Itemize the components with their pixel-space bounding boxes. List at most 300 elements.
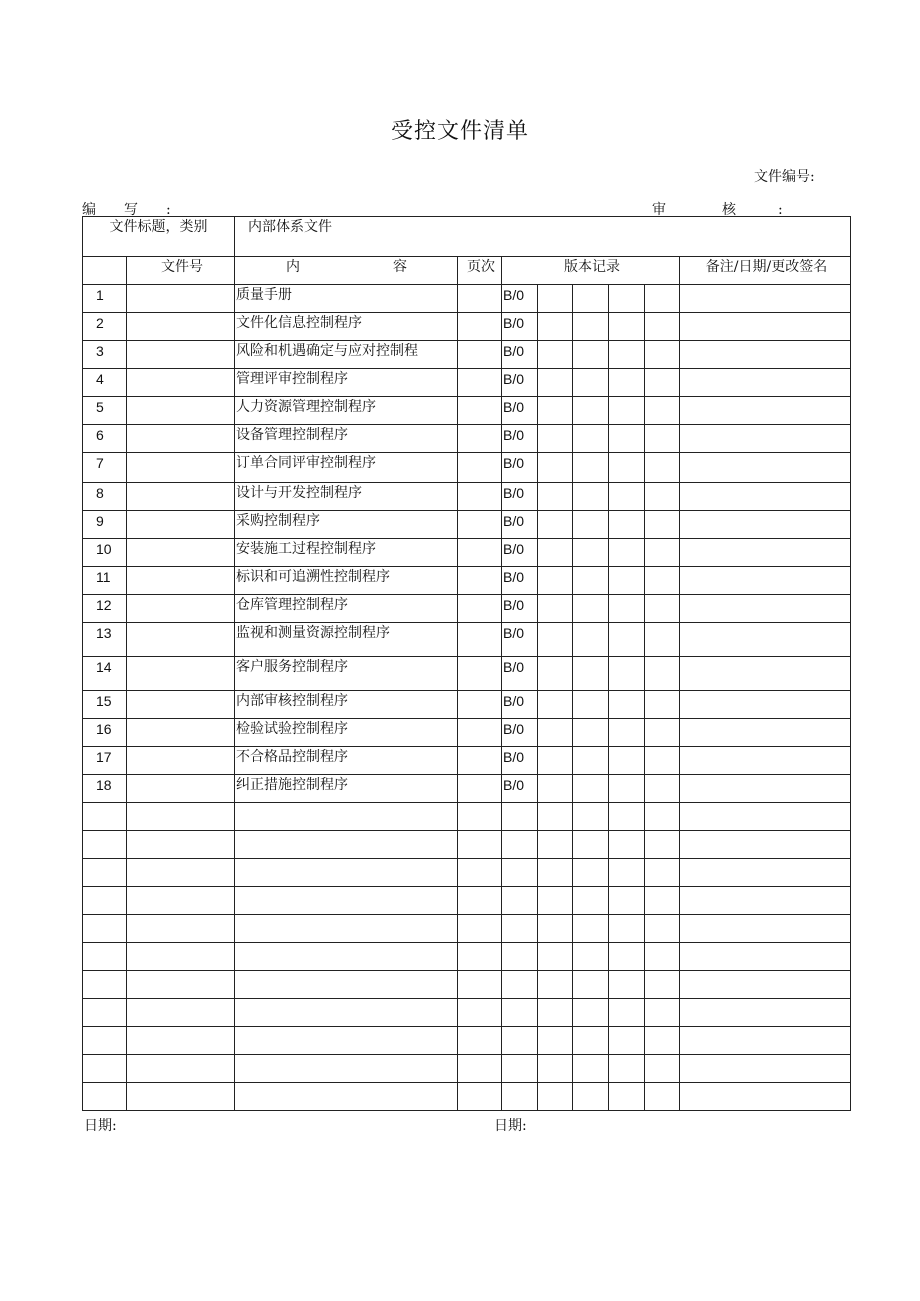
version-cell — [502, 1083, 538, 1111]
pages-cell — [458, 719, 502, 747]
empty-row — [83, 943, 851, 971]
empty-row — [83, 831, 851, 859]
remarks-cell — [680, 567, 851, 595]
remarks-cell — [680, 511, 851, 539]
remarks-cell — [680, 691, 851, 719]
version-extra-cell — [538, 539, 573, 567]
table-row — [83, 719, 851, 747]
version-extra-cell — [645, 369, 680, 397]
version-cell — [502, 1055, 538, 1083]
version-extra-cell — [645, 691, 680, 719]
remarks-cell — [680, 341, 851, 369]
remarks-cell — [680, 539, 851, 567]
empty-row — [83, 999, 851, 1027]
empty-row — [83, 803, 851, 831]
row-number: 16 — [83, 719, 127, 747]
version-extra-cell — [645, 1027, 680, 1055]
version-extra-cell — [645, 803, 680, 831]
version-extra-cell — [645, 511, 680, 539]
version-extra-cell — [538, 1027, 573, 1055]
version-extra-cell — [573, 397, 609, 425]
content-cell — [235, 971, 458, 999]
version-cell: B/0 — [502, 341, 538, 369]
file-no-cell — [127, 859, 235, 887]
version-extra-cell — [573, 943, 609, 971]
date-left: 日期: — [84, 1118, 117, 1134]
empty-row — [83, 915, 851, 943]
row-number — [83, 831, 127, 859]
version-extra-cell — [645, 285, 680, 313]
version-extra-cell — [609, 369, 645, 397]
empty-row — [83, 859, 851, 887]
version-extra-cell — [645, 999, 680, 1027]
file-no-cell — [127, 971, 235, 999]
row-number: 4 — [83, 369, 127, 397]
version-extra-cell — [609, 803, 645, 831]
row-number: 14 — [83, 657, 127, 691]
table-row — [83, 691, 851, 719]
file-no-cell — [127, 803, 235, 831]
table-row — [83, 657, 851, 691]
version-cell — [502, 971, 538, 999]
pages-cell — [458, 803, 502, 831]
version-extra-cell — [538, 567, 573, 595]
version-extra-cell — [645, 971, 680, 999]
table-row — [83, 285, 851, 313]
version-extra-cell — [573, 285, 609, 313]
row-number: 8 — [83, 483, 127, 511]
content-cell: 管理评审控制程序 — [235, 369, 458, 397]
version-cell: B/0 — [502, 313, 538, 341]
pages-cell — [458, 453, 502, 483]
pages-cell — [458, 483, 502, 511]
file-no-cell — [127, 539, 235, 567]
version-cell: B/0 — [502, 747, 538, 775]
content-cell — [235, 887, 458, 915]
date-right: 日期: — [494, 1118, 527, 1134]
version-cell: B/0 — [502, 511, 538, 539]
remarks-cell — [680, 483, 851, 511]
content-cell: 设计与开发控制程序 — [235, 483, 458, 511]
version-extra-cell — [609, 313, 645, 341]
pages-cell — [458, 341, 502, 369]
version-extra-cell — [573, 511, 609, 539]
doc-title-row — [83, 217, 851, 257]
version-cell: B/0 — [502, 595, 538, 623]
row-number — [83, 1027, 127, 1055]
content-cell — [235, 1083, 458, 1111]
header-row — [83, 257, 851, 285]
pages-cell — [458, 657, 502, 691]
version-extra-cell — [538, 775, 573, 803]
content-cell: 纠正措施控制程序 — [235, 775, 458, 803]
remarks-cell — [680, 623, 851, 657]
version-extra-cell — [573, 1055, 609, 1083]
header-remarks: 备注/日期/更改签名 — [680, 257, 851, 285]
version-extra-cell — [538, 719, 573, 747]
version-extra-cell — [538, 803, 573, 831]
content-cell — [235, 831, 458, 859]
file-no-cell — [127, 483, 235, 511]
remarks-cell — [680, 887, 851, 915]
version-extra-cell — [573, 971, 609, 999]
version-cell: B/0 — [502, 453, 538, 483]
remarks-cell — [680, 999, 851, 1027]
version-extra-cell — [573, 859, 609, 887]
version-extra-cell — [609, 915, 645, 943]
version-extra-cell — [538, 657, 573, 691]
file-no-cell — [127, 397, 235, 425]
pages-cell — [458, 567, 502, 595]
version-extra-cell — [645, 483, 680, 511]
content-cell — [235, 999, 458, 1027]
row-number: 3 — [83, 341, 127, 369]
remarks-cell — [680, 285, 851, 313]
version-cell: B/0 — [502, 425, 538, 453]
file-no-cell — [127, 511, 235, 539]
pages-cell — [458, 539, 502, 567]
version-extra-cell — [609, 859, 645, 887]
file-no-cell — [127, 341, 235, 369]
row-number: 11 — [83, 567, 127, 595]
controlled-documents-table — [82, 216, 851, 1111]
file-no-cell — [127, 1055, 235, 1083]
remarks-cell — [680, 775, 851, 803]
version-extra-cell — [538, 595, 573, 623]
content-cell: 监视和测量资源控制程序 — [235, 623, 458, 657]
version-extra-cell — [609, 971, 645, 999]
version-extra-cell — [645, 1055, 680, 1083]
content-cell: 文件化信息控制程序 — [235, 313, 458, 341]
table-row — [83, 595, 851, 623]
table-row — [83, 369, 851, 397]
version-extra-cell — [573, 803, 609, 831]
file-no-cell — [127, 691, 235, 719]
file-no-cell — [127, 567, 235, 595]
version-cell — [502, 943, 538, 971]
row-number — [83, 999, 127, 1027]
version-extra-cell — [609, 567, 645, 595]
row-number — [83, 887, 127, 915]
version-extra-cell — [609, 887, 645, 915]
version-cell — [502, 915, 538, 943]
header-content-left: 内 — [286, 259, 300, 275]
row-number — [83, 971, 127, 999]
pages-cell — [458, 595, 502, 623]
version-cell: B/0 — [502, 775, 538, 803]
table-row — [83, 539, 851, 567]
version-extra-cell — [645, 453, 680, 483]
content-cell — [235, 859, 458, 887]
version-cell — [502, 859, 538, 887]
version-extra-cell — [573, 425, 609, 453]
row-number — [83, 943, 127, 971]
file-no-cell — [127, 915, 235, 943]
version-extra-cell — [538, 831, 573, 859]
row-number — [83, 803, 127, 831]
content-cell: 客户服务控制程序 — [235, 657, 458, 691]
file-no-cell — [127, 595, 235, 623]
version-extra-cell — [538, 425, 573, 453]
version-extra-cell — [538, 887, 573, 915]
pages-cell — [458, 1055, 502, 1083]
pages-cell — [458, 943, 502, 971]
pages-cell — [458, 623, 502, 657]
version-cell — [502, 831, 538, 859]
reviewer-label: 审 核 : — [652, 202, 783, 218]
pages-cell — [458, 831, 502, 859]
version-extra-cell — [538, 483, 573, 511]
content-cell: 内部审核控制程序 — [235, 691, 458, 719]
content-cell: 仓库管理控制程序 — [235, 595, 458, 623]
version-cell: B/0 — [502, 397, 538, 425]
version-extra-cell — [573, 1083, 609, 1111]
version-extra-cell — [538, 943, 573, 971]
remarks-cell — [680, 803, 851, 831]
version-cell: B/0 — [502, 719, 538, 747]
file-no-cell — [127, 657, 235, 691]
version-extra-cell — [573, 369, 609, 397]
version-extra-cell — [645, 313, 680, 341]
remarks-cell — [680, 1027, 851, 1055]
version-extra-cell — [573, 657, 609, 691]
version-extra-cell — [538, 999, 573, 1027]
version-extra-cell — [645, 719, 680, 747]
version-extra-cell — [645, 887, 680, 915]
version-extra-cell — [609, 623, 645, 657]
version-extra-cell — [609, 453, 645, 483]
header-index — [83, 257, 127, 285]
version-extra-cell — [609, 425, 645, 453]
pages-cell — [458, 859, 502, 887]
content-cell: 采购控制程序 — [235, 511, 458, 539]
version-extra-cell — [645, 943, 680, 971]
version-extra-cell — [609, 831, 645, 859]
version-extra-cell — [538, 1083, 573, 1111]
table-row — [83, 341, 851, 369]
remarks-cell — [680, 397, 851, 425]
empty-row — [83, 1027, 851, 1055]
version-extra-cell — [538, 397, 573, 425]
version-extra-cell — [573, 719, 609, 747]
empty-row — [83, 1055, 851, 1083]
version-extra-cell — [538, 691, 573, 719]
doc-title-value: 内部体系文件 — [235, 217, 851, 257]
header-version: 版本记录 — [502, 257, 680, 285]
table-row — [83, 453, 851, 483]
table-row — [83, 775, 851, 803]
version-extra-cell — [645, 657, 680, 691]
row-number: 15 — [83, 691, 127, 719]
pages-cell — [458, 915, 502, 943]
pages-cell — [458, 747, 502, 775]
remarks-cell — [680, 425, 851, 453]
version-cell: B/0 — [502, 483, 538, 511]
version-extra-cell — [645, 539, 680, 567]
version-extra-cell — [645, 831, 680, 859]
content-cell: 人力资源管理控制程序 — [235, 397, 458, 425]
version-extra-cell — [573, 1027, 609, 1055]
table-row — [83, 313, 851, 341]
row-number — [83, 1083, 127, 1111]
pages-cell — [458, 691, 502, 719]
row-number: 10 — [83, 539, 127, 567]
row-number — [83, 859, 127, 887]
remarks-cell — [680, 313, 851, 341]
version-extra-cell — [573, 747, 609, 775]
version-extra-cell — [538, 511, 573, 539]
version-extra-cell — [609, 1083, 645, 1111]
file-no-cell — [127, 887, 235, 915]
version-extra-cell — [538, 915, 573, 943]
pages-cell — [458, 285, 502, 313]
content-cell: 安装施工过程控制程序 — [235, 539, 458, 567]
version-extra-cell — [609, 943, 645, 971]
file-no-cell — [127, 285, 235, 313]
version-extra-cell — [573, 595, 609, 623]
file-no-cell — [127, 999, 235, 1027]
pages-cell — [458, 511, 502, 539]
remarks-cell — [680, 1055, 851, 1083]
version-extra-cell — [573, 453, 609, 483]
table-row — [83, 747, 851, 775]
pages-cell — [458, 775, 502, 803]
table-row — [83, 397, 851, 425]
remarks-cell — [680, 453, 851, 483]
version-cell: B/0 — [502, 623, 538, 657]
version-extra-cell — [573, 691, 609, 719]
version-extra-cell — [609, 1027, 645, 1055]
version-extra-cell — [645, 341, 680, 369]
version-extra-cell — [538, 859, 573, 887]
empty-row — [83, 887, 851, 915]
table-row — [83, 425, 851, 453]
remarks-cell — [680, 1083, 851, 1111]
row-number: 2 — [83, 313, 127, 341]
version-extra-cell — [573, 887, 609, 915]
file-no-cell — [127, 943, 235, 971]
pages-cell — [458, 1083, 502, 1111]
table-row — [83, 511, 851, 539]
file-no-cell — [127, 425, 235, 453]
content-cell: 标识和可追溯性控制程序 — [235, 567, 458, 595]
header-pages: 页次 — [458, 257, 502, 285]
content-cell: 设备管理控制程序 — [235, 425, 458, 453]
version-extra-cell — [573, 915, 609, 943]
version-extra-cell — [609, 657, 645, 691]
remarks-cell — [680, 719, 851, 747]
content-cell — [235, 943, 458, 971]
version-extra-cell — [538, 747, 573, 775]
version-extra-cell — [609, 285, 645, 313]
version-extra-cell — [573, 831, 609, 859]
version-cell: B/0 — [502, 567, 538, 595]
file-no-cell — [127, 369, 235, 397]
content-cell: 检验试验控制程序 — [235, 719, 458, 747]
version-extra-cell — [645, 775, 680, 803]
remarks-cell — [680, 595, 851, 623]
content-cell: 质量手册 — [235, 285, 458, 313]
content-cell — [235, 915, 458, 943]
header-content — [235, 257, 458, 285]
version-extra-cell — [538, 971, 573, 999]
writer-label: 编 写 : — [82, 202, 171, 218]
file-no-cell — [127, 1027, 235, 1055]
version-extra-cell — [645, 915, 680, 943]
version-cell: B/0 — [502, 285, 538, 313]
version-extra-cell — [538, 623, 573, 657]
file-no-cell — [127, 453, 235, 483]
pages-cell — [458, 1027, 502, 1055]
version-extra-cell — [573, 623, 609, 657]
version-cell: B/0 — [502, 539, 538, 567]
version-extra-cell — [609, 483, 645, 511]
version-extra-cell — [609, 691, 645, 719]
header-content-right: 容 — [393, 259, 407, 275]
version-extra-cell — [573, 313, 609, 341]
version-cell — [502, 1027, 538, 1055]
row-number: 1 — [83, 285, 127, 313]
version-extra-cell — [645, 623, 680, 657]
version-extra-cell — [573, 539, 609, 567]
version-extra-cell — [645, 397, 680, 425]
pages-cell — [458, 999, 502, 1027]
doc-title-label: 文件标题，类别 — [83, 217, 235, 257]
version-extra-cell — [538, 285, 573, 313]
version-extra-cell — [609, 341, 645, 369]
remarks-cell — [680, 831, 851, 859]
remarks-cell — [680, 971, 851, 999]
file-no-cell — [127, 747, 235, 775]
version-cell: B/0 — [502, 691, 538, 719]
row-number: 12 — [83, 595, 127, 623]
pages-cell — [458, 397, 502, 425]
version-extra-cell — [609, 511, 645, 539]
empty-row — [83, 1083, 851, 1111]
version-extra-cell — [538, 369, 573, 397]
version-cell — [502, 803, 538, 831]
row-number: 9 — [83, 511, 127, 539]
content-cell: 风险和机遇确定与应对控制程 — [235, 341, 458, 369]
empty-row — [83, 971, 851, 999]
row-number: 13 — [83, 623, 127, 657]
version-cell — [502, 999, 538, 1027]
version-extra-cell — [538, 1055, 573, 1083]
row-number — [83, 915, 127, 943]
version-extra-cell — [573, 775, 609, 803]
version-extra-cell — [609, 539, 645, 567]
table-row — [83, 623, 851, 657]
row-number: 18 — [83, 775, 127, 803]
remarks-cell — [680, 915, 851, 943]
pages-cell — [458, 369, 502, 397]
pages-cell — [458, 425, 502, 453]
version-extra-cell — [609, 999, 645, 1027]
content-cell — [235, 1055, 458, 1083]
row-number: 5 — [83, 397, 127, 425]
version-cell: B/0 — [502, 369, 538, 397]
remarks-cell — [680, 369, 851, 397]
version-extra-cell — [609, 747, 645, 775]
file-no-cell — [127, 623, 235, 657]
file-no-cell — [127, 1083, 235, 1111]
doc-number-label: 文件编号: — [754, 169, 815, 185]
table-row — [83, 567, 851, 595]
pages-cell — [458, 313, 502, 341]
row-number: 7 — [83, 453, 127, 483]
page-title: 受控文件清单 — [390, 119, 529, 144]
row-number: 17 — [83, 747, 127, 775]
